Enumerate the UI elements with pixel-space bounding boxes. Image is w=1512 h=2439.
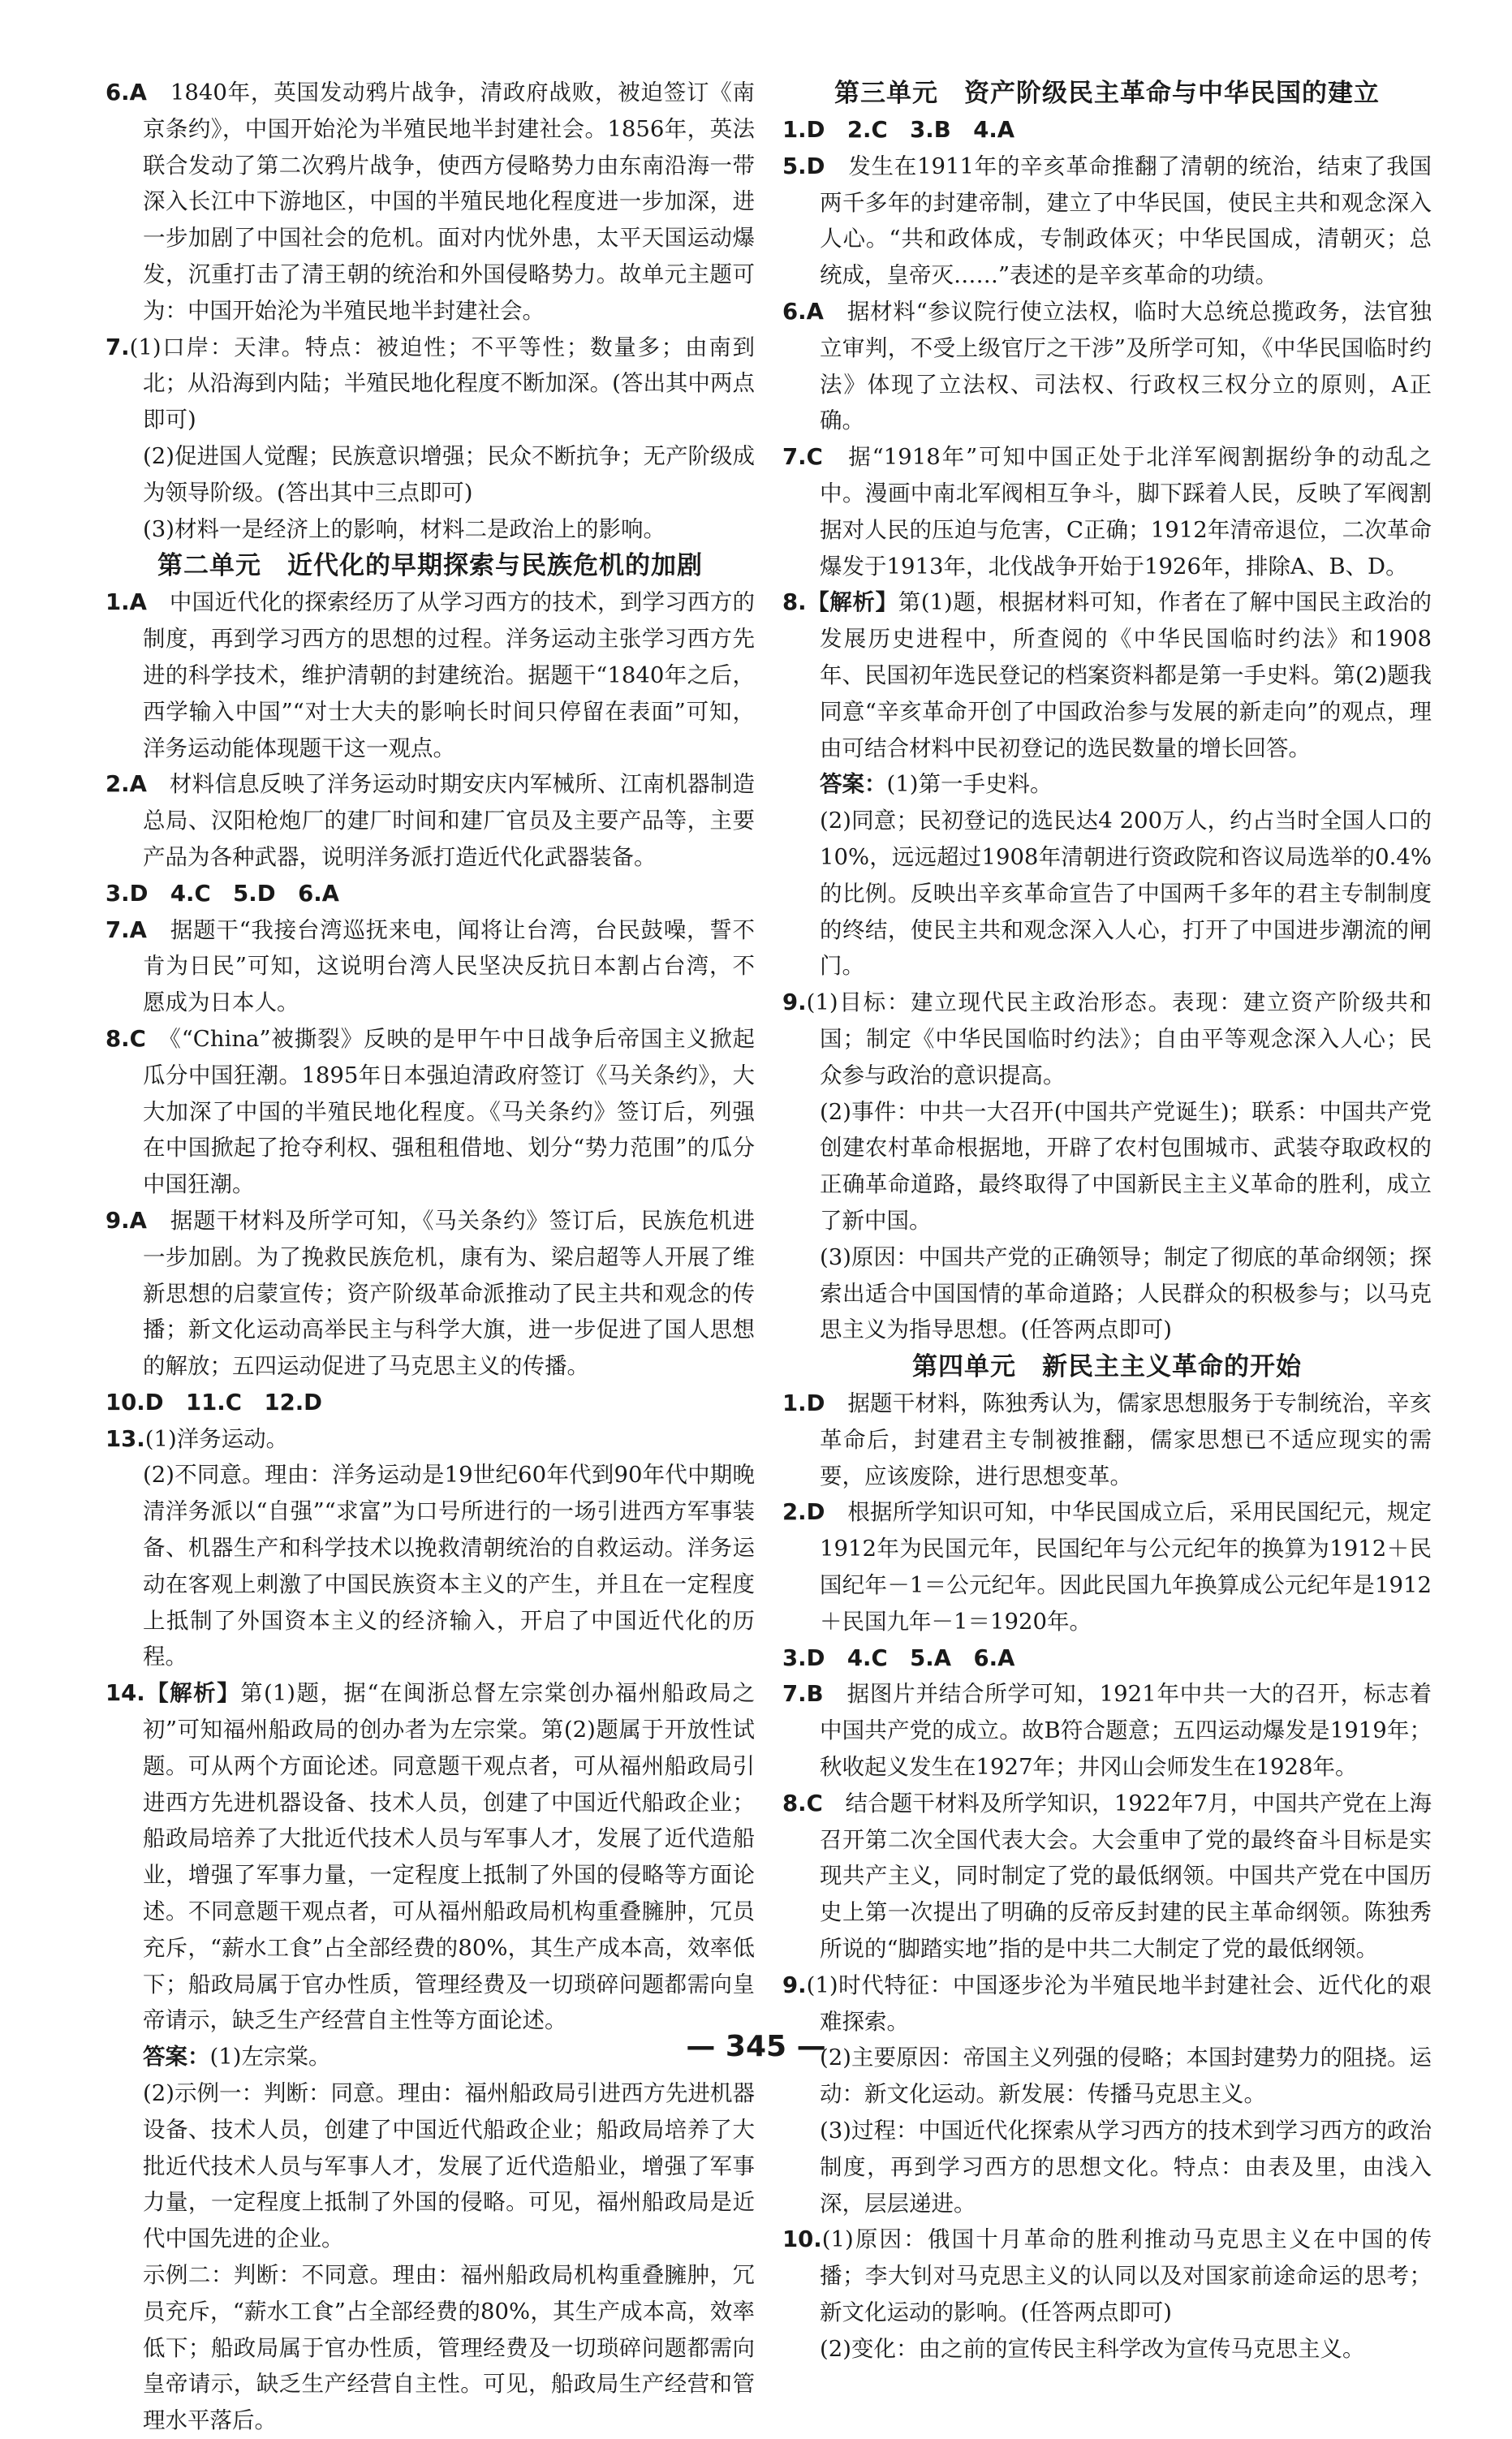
unit2-answer-14: 14.【解析】第(1)题，据“在闽浙总督左宗棠创办福州船政局之初”可知福州船政局的创办者为左宗棠。第(2)题属于开放性试题。可从两个方面论述。同意题干观点者，可从福州船政局引进西方先进机器设备、技术人员，创建了中国近代船政企业；船政局培养了大批近代技术人员与军事人才，发展了近代造船业，增强了军事力量，一定程度上抵制了外国的侵略等方面论述。不同意题干观点者，可从福州船政局机构重叠臃肿，冗员充斥，“薪水工食”占全部经费的80%，其生产成本高，效率低下；船政局属于官办性质，管理经费及一切琐碎问题都需向皇帝请示，缺乏生产经营自主性等方面论述。 [106,1680,755,2034]
unit2-answers-3-6: 3.D 4.C 5.D 6.A [106,880,339,907]
unit-4-title: 第四单元 新民主主义革命的开始 [912,1352,1302,1382]
unit3-answers-1-4: 1.D 2.C 3.B 4.A [782,117,1015,143]
answer-item-7-part2: (2)促进国人觉醒；民族意识增强；民众不断抗争；无产阶级成为领导阶级。(答出其中三点即可) [143,442,755,506]
unit3-answer-9: 9.(1)目标：建立现代民主政治形态。表现：建立资产阶级共和国；制定《中华民国临时约法》；自由平等观念深入人心；民众参与政治的意识提高。 [782,989,1432,1088]
unit2-answer-2: 2.A 材料信息反映了洋务运动时期安庆内军械所、江南机器制造总局、汉阳枪炮厂的建厂时间和建厂官员及主要产品等，主要产品为各种武器，说明洋务派打造近代化武器装备。 [106,771,756,870]
unit3-answer-7: 7.C 据“1918年”可知中国正处于北洋军阀割据纷争的动乱之中。漫画中南北军阀相互争斗，脚下踩着人民，反映了军阀割据对人民的压迫与危害，C正确；1912年清帝退位，二次革命爆发于1913年，北伐战争开始于1926年，排除A、B、D。 [782,444,1432,580]
unit2-answer-13-part2: (2)不同意。理由：洋务运动是19世纪60年代到90年代中期晚清洋务派以“自强”“求富”为口号所进行的一场引进西方军事装备、机器生产和科学技术以挽救清朝统治的自救运动。洋务运动在客观上刺激了中国民族资本主义的产生，并且在一定程度上抵制了外国资本主义的经济输入，开启了中国近代化的历程。 [143,1462,755,1670]
page-number: — 345 — [686,2030,826,2063]
unit4-answer-10-part2: (2)变化：由之前的宣传民主科学改为宣传马克思主义。 [820,2335,1365,2362]
unit2-answer-8: 8.C 《“China”被撕裂》反映的是甲午中日战争后帝国主义掀起瓜分中国狂潮。1895年日本强迫清政府签订《马关条约》，大大加深了中国的半殖民地化程度。《马关条约》签订后，列强在中国掀起了抢夺利权、强租租借地、划分“势力范围”的瓜分中国狂潮。 [106,1025,755,1198]
unit4-answers-3-6: 3.D 4.C 5.A 6.A [782,1644,1015,1671]
answer-item-7: 7.(1)口岸：天津。特点：被迫性；不平等性；数量多；由南到北；从沿海到内陆；半殖民地化程度不断加深。(答出其中两点即可) [106,334,755,433]
unit4-answer-9-part3: (3)过程：中国近代化探索从学习西方的技术到学习西方的政治制度，再到学习西方的思想文化。特点：由表及里，由浅入深，层层递进。 [820,2118,1432,2217]
unit2-answer-9: 9.A 据题干材料及所学可知，《马关条约》签订后，民族危机进一步加剧。为了挽救民族危机，康有为、梁启超等人开展了维新思想的启蒙宣传；资产阶级革命派推动了民主共和观念的传播；新文化运动高举民主与科学大旗，进一步促进了国人思想的解放；五四运动促进了马克思主义的传播。 [106,1207,756,1380]
unit3-answer-8: 8.【解析】第(1)题，根据材料可知，作者在了解中国民主政治的发展历史进程中，所查阅的《中华民国临时约法》和1908年、民国初年选民登记的档案资料都是第一手史料。第(2)题我同意“辛亥革命开创了中国政治参与发展的新走向”的观点，理由可结合材料中民初登记的选民数量的增长回答。 [782,589,1432,761]
unit3-answer-8-answer: 答案：(1)第一手史料。 [820,771,1053,798]
unit2-answer-1: 1.A 中国近代化的探索经历了从学习西方的技术，到学习西方的制度，再到学习西方的思想的过程。洋务运动主张学习西方先进的科学技术，维护清朝的封建统治。据题干“1840年之后，西学输入中国”“对士大夫的影响长时间只停留在表面”可知，洋务运动能体现题干这一观点。 [106,589,756,761]
unit4-answer-9-part2: (2)主要原因：帝国主义列强的侵略；本国封建势力的阻挠。运动：新文化运动。新发展：传播马克思主义。 [820,2045,1432,2108]
unit2-answer-14-example1: (2)示例一：判断：同意。理由：福州船政局引进西方先进机器设备、技术人员，创建了中国近代船政企业；船政局培养了大批近代技术人员与军事人才，发展了近代造船业，增强了军事力量，一定程度上抵制了外国的侵略。可见，福州船政局是近代中国先进的企业。 [143,2080,755,2252]
unit4-answer-10: 10.(1)原因：俄国十月革命的胜利推动马克思主义在中国的传播；李大钊对马克思主义的认同以及对国家前途命运的思考；新文化运动的影响。(任答两点即可) [782,2226,1432,2326]
unit2-answer-14-answer: 答案：(1)左宗棠。 [143,2044,331,2071]
unit3-answer-8-part2: (2)同意；民初登记的选民达4 200万人，约占当时全国人口的10%，远远超过1908年清朝进行资政院和咨议局选举的0.4%的比例。反映出辛亥革命宣告了中国两千多年的君主专制制度的终结，使民主共和观念深入人心，打开了中国进步潮流的闸门。 [820,808,1432,980]
answer-item-6: 6.A 1840年，英国发动鸦片战争，清政府战败，被迫签订《南京条约》，中国开始沦为半殖民地半封建社会。1856年，英法联合发动了第二次鸦片战争，使西方侵略势力由东南沿海一带深入长江中下游地区，中国的半殖民地化程度进一步加深，进一步加剧了中国社会的危机。面对内忧外患，太平天国运动爆发，沉重打击了清王朝的统治和外国侵略势力。故单元主题可为：中国开始沦为半殖民地半封建社会。 [106,80,755,324]
answer-item-7-part3: (3)材料一是经济上的影响，材料二是政治上的影响。 [143,515,666,542]
unit2-answer-7: 7.A 据题干“我接台湾巡抚来电，闻将让台湾，台民鼓噪，誓不肯为日民”可知，这说明台湾人民坚决反抗日本割占台湾，不愿成为日本人。 [106,916,756,1016]
right-column [782,75,1432,2368]
unit2-answer-13: 13.(1)洋务运动。 [106,1425,289,1452]
unit2-answers-10-12: 10.D 11.C 12.D [106,1389,322,1416]
left-column [106,75,755,2439]
unit4-answer-8: 8.C 结合题干材料及所学知识，1922年7月，中国共产党在上海召开第二次全国代表大会。大会重申了党的最终奋斗目标是实现共产主义，同时制定了党的最低纲领。中国共产党在中国历史上第一次提出了明确的反帝反封建的民主革命纲领。陈独秀所说的“脚踏实地”指的是中共二大制定了党的最低纲领。 [782,1790,1432,1963]
unit2-answer-14-example2: 示例二：判断：不同意。理由：福州船政局机构重叠臃肿，冗员充斥，“薪水工食”占全部经费的80%，其生产成本高，效率低下；船政局属于官办性质，管理经费及一切琐碎问题都需向皇帝请示，缺乏生产经营自主性。可见，船政局生产经营和管理水平落后。 [143,2262,755,2434]
unit3-answer-9-part3: (3)原因：中国共产党的正确领导；制定了彻底的革命纲领；探索出适合中国国情的革命道路；人民群众的积极参与；以马克思主义为指导思想。(任答两点即可) [820,1243,1432,1343]
unit3-answer-6: 6.A 据材料“参议院行使立法权，临时大总统总揽政务，法官独立审判，不受上级官厅之干涉”及所学可知，《中华民国临时约法》体现了立法权、司法权、行政权三权分立的原则，A正确。 [782,298,1432,434]
unit4-answer-2: 2.D 根据所学知识可知，中华民国成立后，采用民国纪元，规定1912年为民国元年，民国纪年与公元纪年的换算为1912＋民国纪年－1＝公元纪年。因此民国九年换算成公元纪年是1912＋民国九年－1＝1920年。 [782,1499,1432,1635]
unit3-answer-5: 5.D 发生在1911年的辛亥革命推翻了清朝的统治，结束了我国两千多年的封建帝制，建立了中华民国，使民主共和观念深入人心。“共和政体成，专制政体灭；中华民国成，清朝灭；总统成，皇帝灭……”表述的是辛亥革命的功绩。 [782,153,1432,289]
unit4-answer-7: 7.B 据图片并结合所学可知，1921年中共一大的召开，标志着中国共产党的成立。故B符合题意；五四运动爆发是1919年；秋收起义发生在1927年；井冈山会师发生在1928年。 [782,1681,1432,1781]
unit-3-title: 第三单元 资产阶级民主革命与中华民国的建立 [834,79,1380,108]
unit3-answer-9-part2: (2)事件：中共一大召开(中国共产党诞生)；联系：中国共产党创建农村革命根据地，开辟了农村包围城市、武装夺取政权的正确革命道路，最终取得了中国新民主主义革命的胜利，成立了新中国。 [820,1098,1432,1234]
unit4-answer-9: 9.(1)时代特征：中国逐步沦为半殖民地半封建社会、近代化的艰难探索。 [782,1971,1432,2035]
unit-2-title: 第二单元 近代化的早期探索与民族危机的加剧 [157,551,703,581]
unit4-answer-1: 1.D 据题干材料，陈独秀认为，儒家思想服务于专制统治，辛亥革命后，封建君主专制被推翻，儒家思想已不适应现实的需要，应该废除，进行思想变革。 [782,1390,1432,1489]
